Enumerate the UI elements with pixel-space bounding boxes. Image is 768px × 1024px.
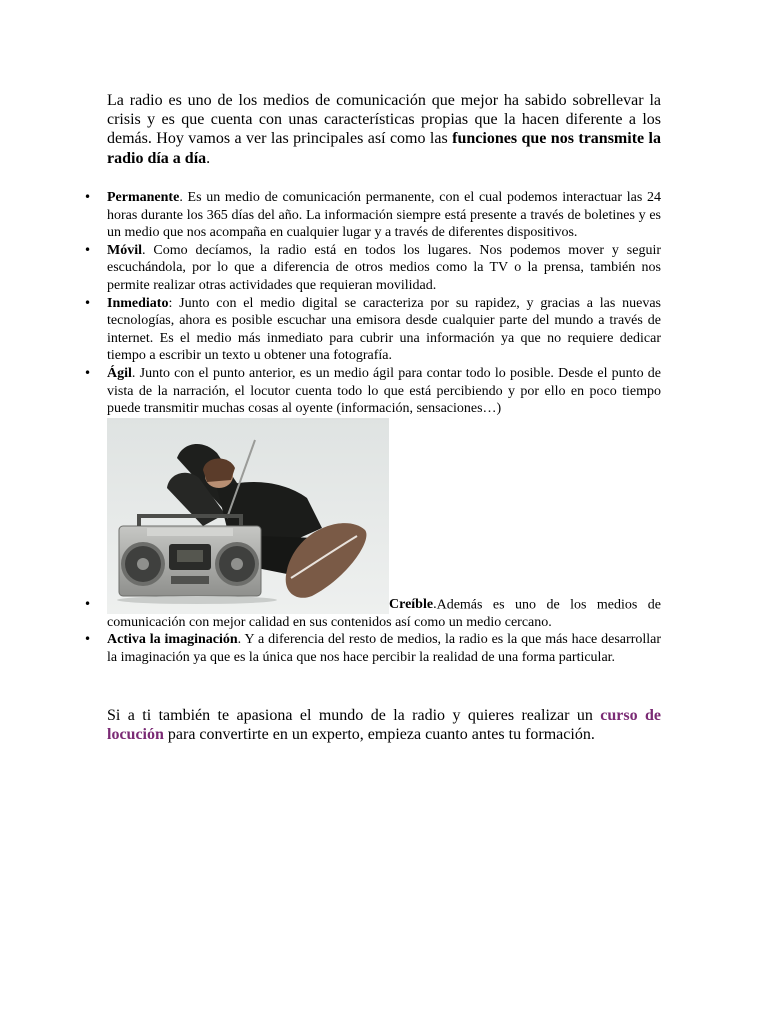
item-term: Ágil (107, 365, 132, 381)
closing-paragraph (107, 706, 661, 744)
list-item-movil (0, 242, 661, 295)
item-sep: . (142, 242, 154, 258)
list-item-creible (0, 418, 661, 632)
boombox-illustration (107, 418, 389, 614)
item-sep: . (131, 365, 140, 381)
list-item-agil (0, 365, 661, 418)
item-text: Además es uno de los medios de comunicación con mejor calidad en sus contenidos así como un medio cercano. (107, 597, 661, 630)
bullet-icon: • (84, 632, 92, 647)
curso-locucion-link[interactable]: curso de locución (107, 707, 662, 744)
item-sep: . (433, 597, 437, 613)
bullet-icon: • (84, 190, 92, 204)
intro-bold-text: funciones que nos transmite la radio día a día (107, 130, 662, 167)
intro-paragraph (107, 91, 661, 168)
item-text: Junto con el medio digital se caracteriza por su rapidez, y gracias a las nuevas tecnologías, ahora es posible escuchar una emisora desde cualquier parte del mundo a través de internet. Es el medio más inmediato para cubrir una información ya que no requiere dedicar tiempo a escribir un texto u obtener una fotografía. (107, 295, 661, 364)
item-term: Permanente (107, 190, 180, 205)
item-text: Como decíamos, la radio está en todos los lugares. Nos podemos mover y seguir escuchándola, por lo que a diferencia de otros medios como la TV o la prensa, también nos permite realizar otras actividades que requieran movilidad. (107, 242, 662, 293)
features-list (0, 189, 768, 667)
bullet-icon: • (84, 295, 92, 310)
list-item-activa-imaginacion (0, 631, 661, 666)
closing-text: Si a ti también te apasiona el mundo de la radio y quieres realizar un (107, 707, 601, 724)
bullet-icon: • (84, 596, 92, 611)
item-term: Creíble (389, 597, 434, 613)
item-sep: : (168, 295, 180, 311)
item-term: Móvil (107, 242, 142, 258)
intro-end: . (206, 149, 211, 167)
item-term: Activa la imaginación (107, 632, 238, 648)
item-text: Es un medio de comunicación permanente, con el cual podemos interactuar las 24 horas durante los 365 días del año. La información siempre está presente a través de boletines y es un medio que nos acompaña en cualquier lugar y a través de diferentes dispositivos. (107, 190, 661, 241)
item-sep: . (179, 190, 188, 205)
boombox-photo (107, 418, 389, 614)
list-item-permanente (0, 189, 661, 242)
bullet-icon: • (84, 365, 92, 380)
item-text: Y a diferencia del resto de medios, la radio es la que más hace desarrollar la imaginación ya que es la única que nos hace percibir la realidad de una forma particular. (107, 632, 662, 665)
intro-text: La radio es uno de los medios de comunicación que mejor ha sabido sobrellevar la crisis y es que cuenta con unas características propias que la hacen diferente a los demás. Hoy vamos a ver las principales así como las (107, 92, 661, 148)
item-term: Inmediato (107, 295, 169, 311)
closing-text-end: para convertirte en un experto, empieza cuanto antes tu formación. (163, 726, 595, 744)
item-text: Junto con el punto anterior, es un medio ágil para contar todo lo posible. Desde el punto de vista de la narración, el locutor cuenta todo lo que está percibiendo y por ello en poco tiempo puede transmitir muchas cosas al oyente (información, sensaciones…) (107, 365, 662, 417)
list-item-inmediato (0, 295, 661, 365)
bullet-icon: • (84, 242, 92, 257)
item-sep: . (237, 632, 245, 648)
